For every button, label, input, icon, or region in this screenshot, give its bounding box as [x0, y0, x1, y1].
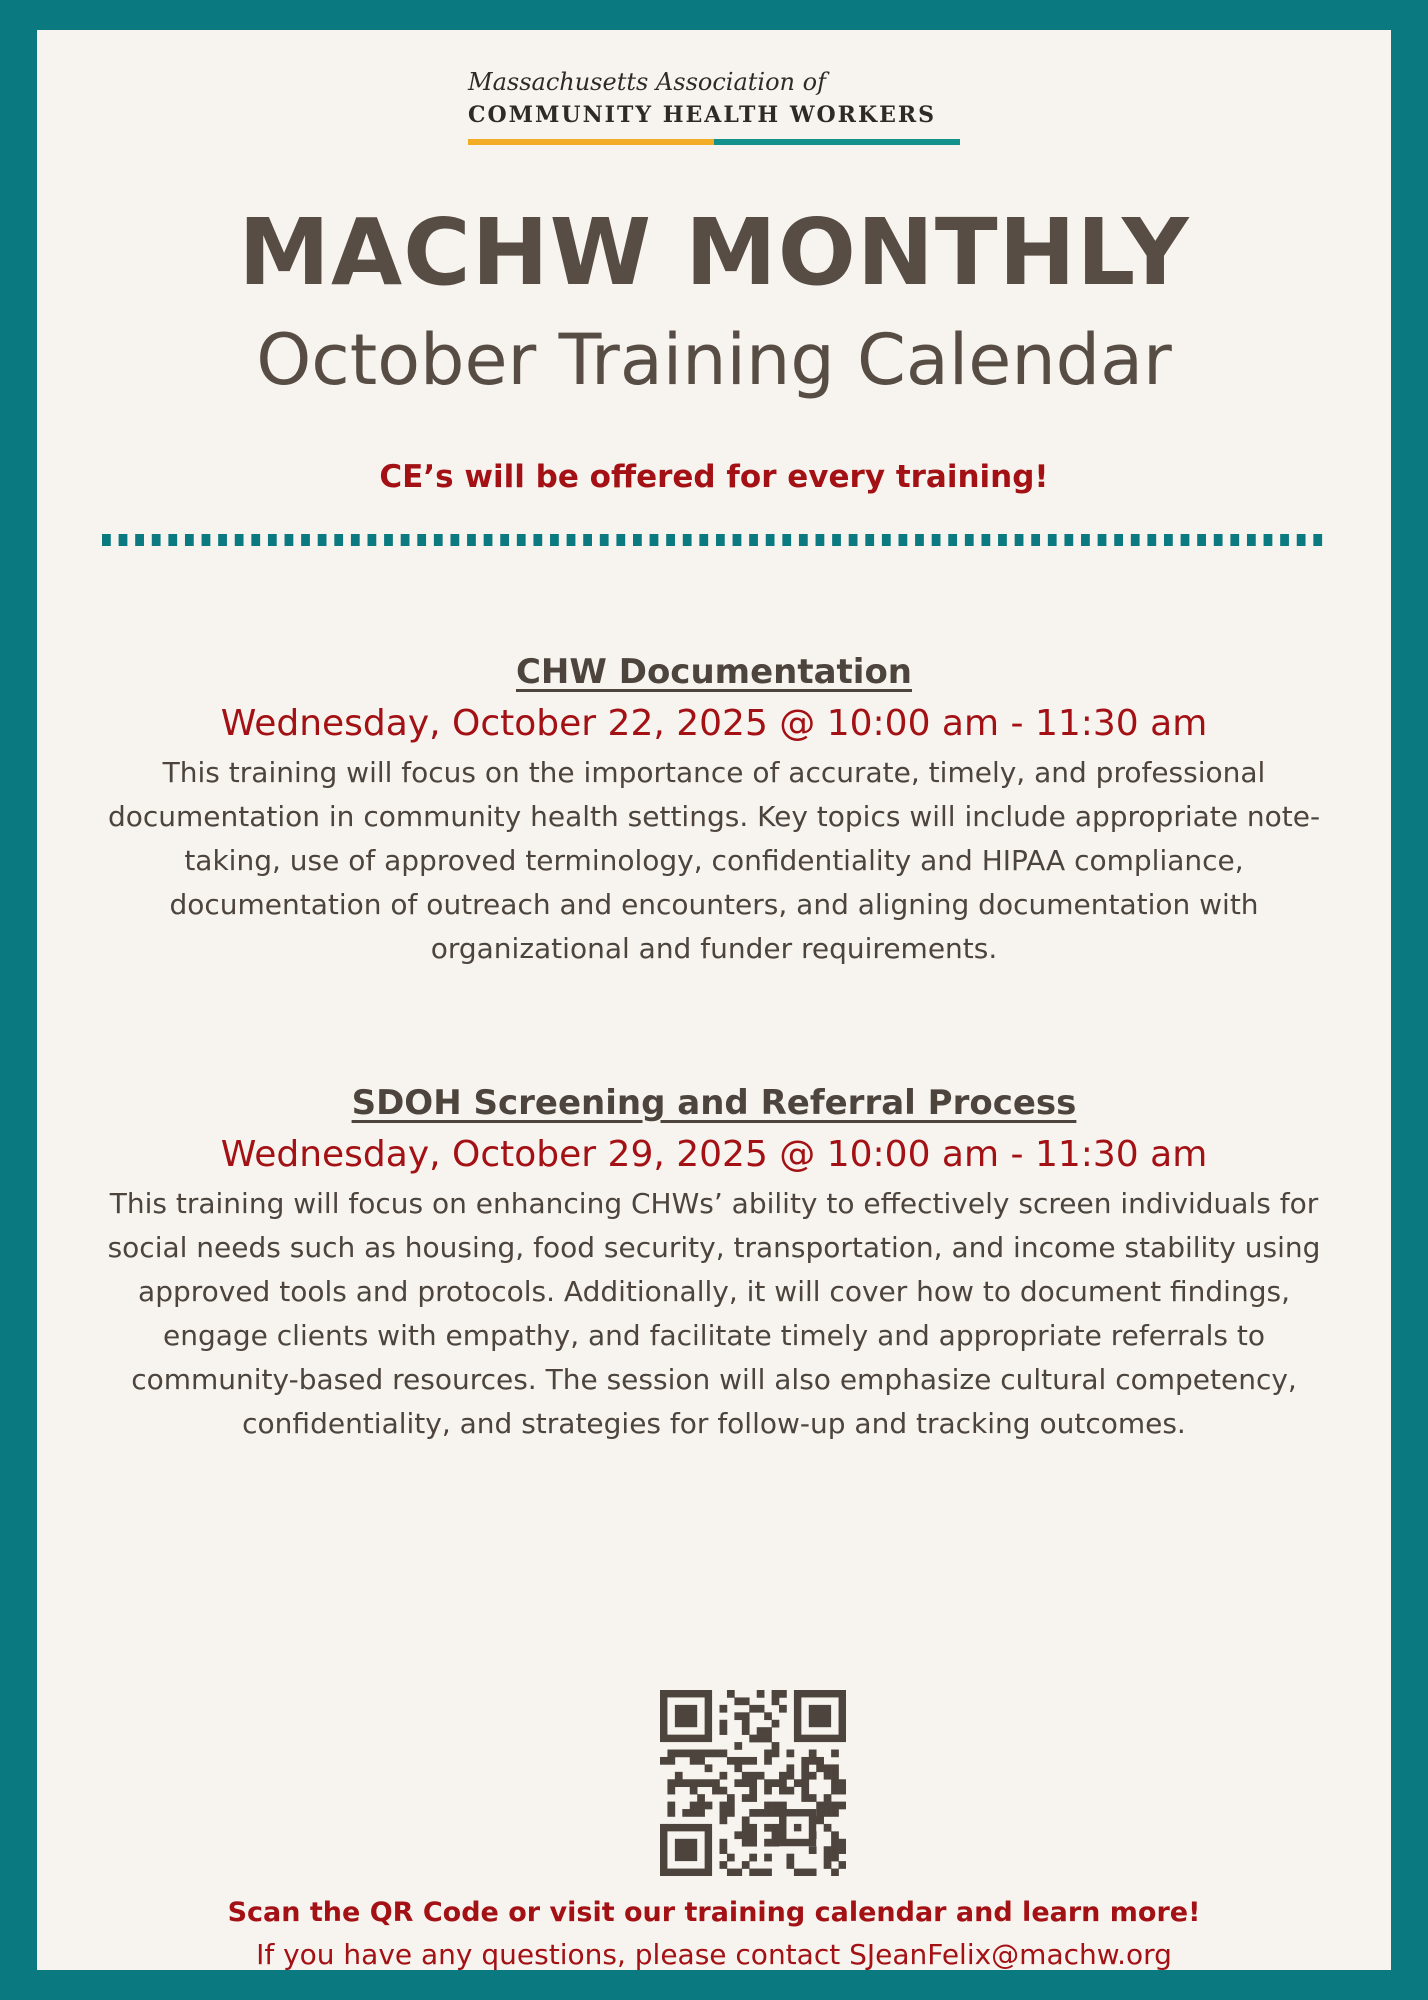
footer-cta: Scan the QR Code or visit our training calendar and learn more!: [227, 1897, 1201, 1928]
training-date: Wednesday, October 29, 2025 @ 10:00 am - 11:30 am: [220, 1134, 1208, 1175]
dotted-divider: [102, 534, 1327, 546]
ce-note: CE’s will be offered for every training!: [379, 459, 1049, 495]
training-description: This training will focus on the importance of accurate, timely, and professional documentation in community health settings. Key topics will include appropriate note-taking, use of approved terminology, confidentiality and HIPAA compliance, documentation of outreach and encounters, and aligning documentation with organizational and funder requirements.: [107, 756, 1321, 965]
flyer: [37, 30, 1391, 1970]
training-title: SDOH Screening and Referral Process: [351, 1083, 1077, 1123]
logo-underline-gold: [468, 139, 714, 145]
organization-name-line1: Massachusetts Association of: [468, 68, 826, 96]
logo-underline-teal: [714, 139, 960, 145]
footer-contact: If you have any questions, please contact SJeanFelix@machw.org: [256, 1938, 1172, 1971]
page-subtitle: October Training Calendar: [256, 319, 1172, 401]
training-chw-documentation: [97, 647, 1331, 971]
training-title: CHW Documentation: [515, 652, 913, 692]
page-title: MACHW MONTHLY: [238, 199, 1190, 306]
training-description: This training will focus on enhancing CHWs’ ability to effectively screen individuals for social needs such as housing, food security, transportation, and income stability using approved tools and protocols. Additionally, it will cover how to document findings, engage clients with empathy, and facilitate timely and appropriate referrals to community-based resources. The session will also emphasize cultural competency, confidentiality, and strategies for follow-up and tracking outcomes.: [107, 1187, 1321, 1440]
training-date: Wednesday, October 22, 2025 @ 10:00 am - 11:30 am: [220, 703, 1208, 744]
organization-name-line2: COMMUNITY HEALTH WORKERS: [468, 102, 937, 128]
training-sdoh-screening: [97, 1078, 1331, 1446]
organization-logo: [37, 65, 1391, 150]
logo-underline: [468, 139, 960, 145]
qr-code-icon[interactable]: [660, 1690, 846, 1876]
